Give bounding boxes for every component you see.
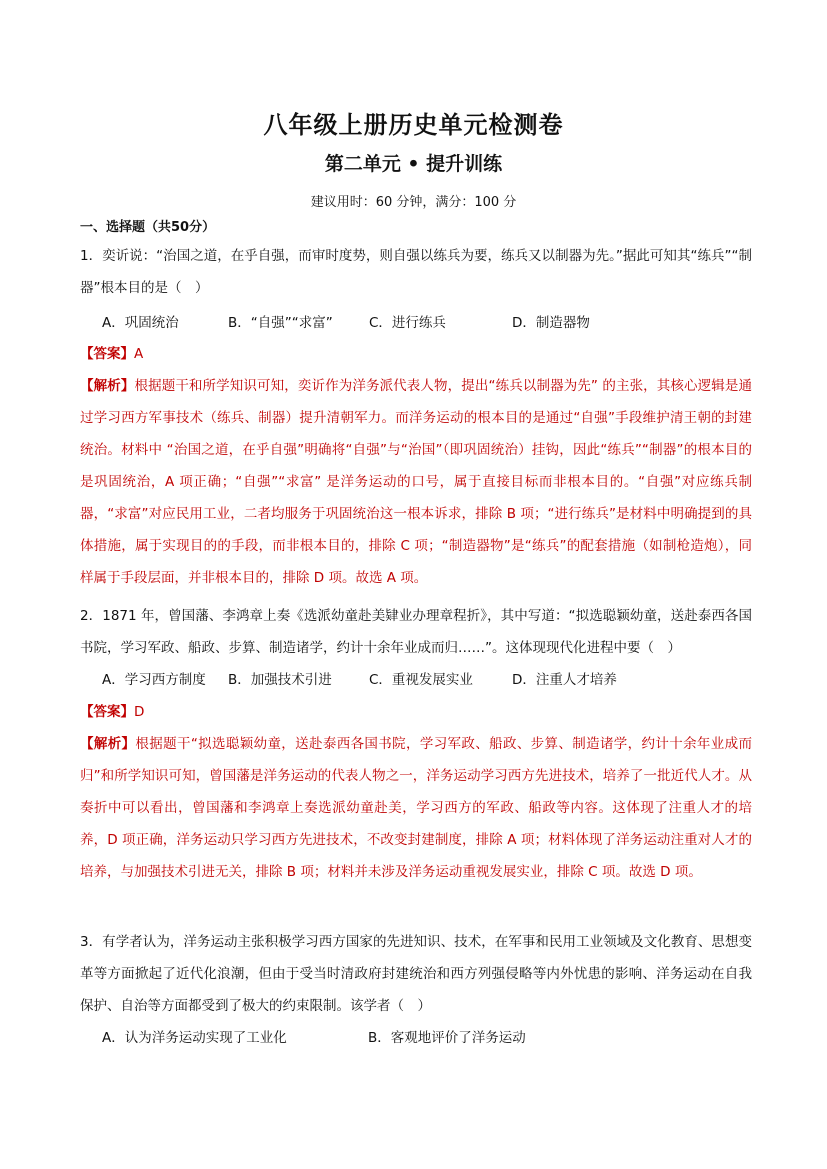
option-b: B．加强技术引进 [228, 672, 332, 688]
analysis-text: 根据题干和所学知识可知，奕䜣作为洋务派代表人物，提出“练兵以制器为先” 的主张，其核心逻辑是通过学习西方军事技术（练兵、制器）提升清朝军力。而洋务运动的根本目的是通过“自强”手段维护清王朝的封建统治。材料中 “治国之道，在乎自强”明确将“自强”与“治国”（即巩固统治）挂钩，因此“练兵”“制器”的根本目的是巩固统治，A 项正确；“自强”“求富” 是洋务运动的口号，属于直接目标而非根本目的。“自强”对应练兵制器，“求富”对应民用工业，二者均服务于巩固统治这一根本诉求，排除 B 项；“进行练兵”是材料中明确提到的具体措施，属于实现目的的手段，而非根本目的，排除 C 项；“制造器物”是“练兵”的配套措施（如制枪造炮），同样属于手段层面，并非根本目的，排除 D 项。故选 A 项。 [80, 378, 752, 586]
answer-tag: 【答案】 [80, 704, 134, 720]
question-2-options [102, 670, 752, 690]
question-2-answer [80, 696, 752, 728]
question-1-options [102, 313, 752, 333]
question-1-answer [80, 338, 752, 370]
option-c: C．进行练兵 [369, 315, 446, 331]
section-heading: 一、选择题（共50分） [80, 220, 216, 235]
question-3-options [102, 1028, 752, 1048]
option-a: A．学习西方制度 [102, 672, 206, 688]
question-2-stem: 2．1871 年，曾国藩、李鸿章上奏《选派幼童赴美肄业办理章程折》，其中写道：“拟选聪颖幼童，送赴泰西各国书院，学习军政、船政、步算、制造诸学，约计十余年业成而归……”。这体现现代化进程中要（ ） [80, 608, 752, 656]
analysis-tag: 【解析】 [80, 736, 136, 752]
option-c: C．重视发展实业 [369, 672, 473, 688]
answer-value: D [134, 704, 145, 720]
option-d: D．注重人才培养 [512, 672, 617, 688]
question-2-analysis [80, 728, 752, 888]
unit-subtitle: 第二单元 • 提升训练 [324, 153, 503, 175]
question-3-stem: 3．有学者认为，洋务运动主张积极学习西方国家的先进知识、技术，在军事和民用工业领域及文化教育、思想变革等方面掀起了近代化浪潮，但由于受当时清政府封建统治和西方列强侵略等内外忧患的影响、洋务运动在自我保护、自治等方面都受到了极大的约束限制。该学者（ ） [80, 934, 752, 1014]
answer-value: A [134, 346, 144, 362]
option-d: D．制造器物 [512, 315, 590, 331]
analysis-tag: 【解析】 [80, 378, 135, 394]
option-a: A．认为洋务运动实现了工业化 [102, 1030, 287, 1046]
analysis-text: 根据题干“拟选聪颖幼童，送赴泰西各国书院，学习军政、船政、步算、制造诸学，约计十余年业成而归”和所学知识可知，曾国藩是洋务运动的代表人物之一，洋务运动学习西方先进技术，培养了一批近代人才。从奏折中可以看出，曾国藩和李鸿章上奏选派幼童赴美，学习西方的军政、船政等内容。这体现了注重人才的培养，D 项正确，洋务运动只学习西方先进技术，不改变封建制度，排除 A 项；材料体现了洋务运动注重对人才的培养，与加强技术引进无关，排除 B 项；材料并未涉及洋务运动重视发展实业，排除 C 项。故选 D 项。 [80, 736, 752, 880]
time-score-info: 建议用时：60 分钟，满分：100 分 [310, 195, 517, 210]
question-1-analysis [80, 370, 752, 594]
option-a: A．巩固统治 [102, 315, 179, 331]
page-title: 八年级上册历史单元检测卷 [263, 110, 564, 139]
question-1-stem: 1．奕䜣说：“治国之道，在乎自强，而审时度势，则自强以练兵为要，练兵又以制器为先。”据此可知其“练兵”“制器”根本目的是（ ） [80, 248, 752, 296]
answer-tag: 【答案】 [80, 346, 134, 362]
option-b: B．“自强”“求富” [228, 315, 333, 331]
option-b: B．客观地评价了洋务运动 [368, 1030, 526, 1046]
